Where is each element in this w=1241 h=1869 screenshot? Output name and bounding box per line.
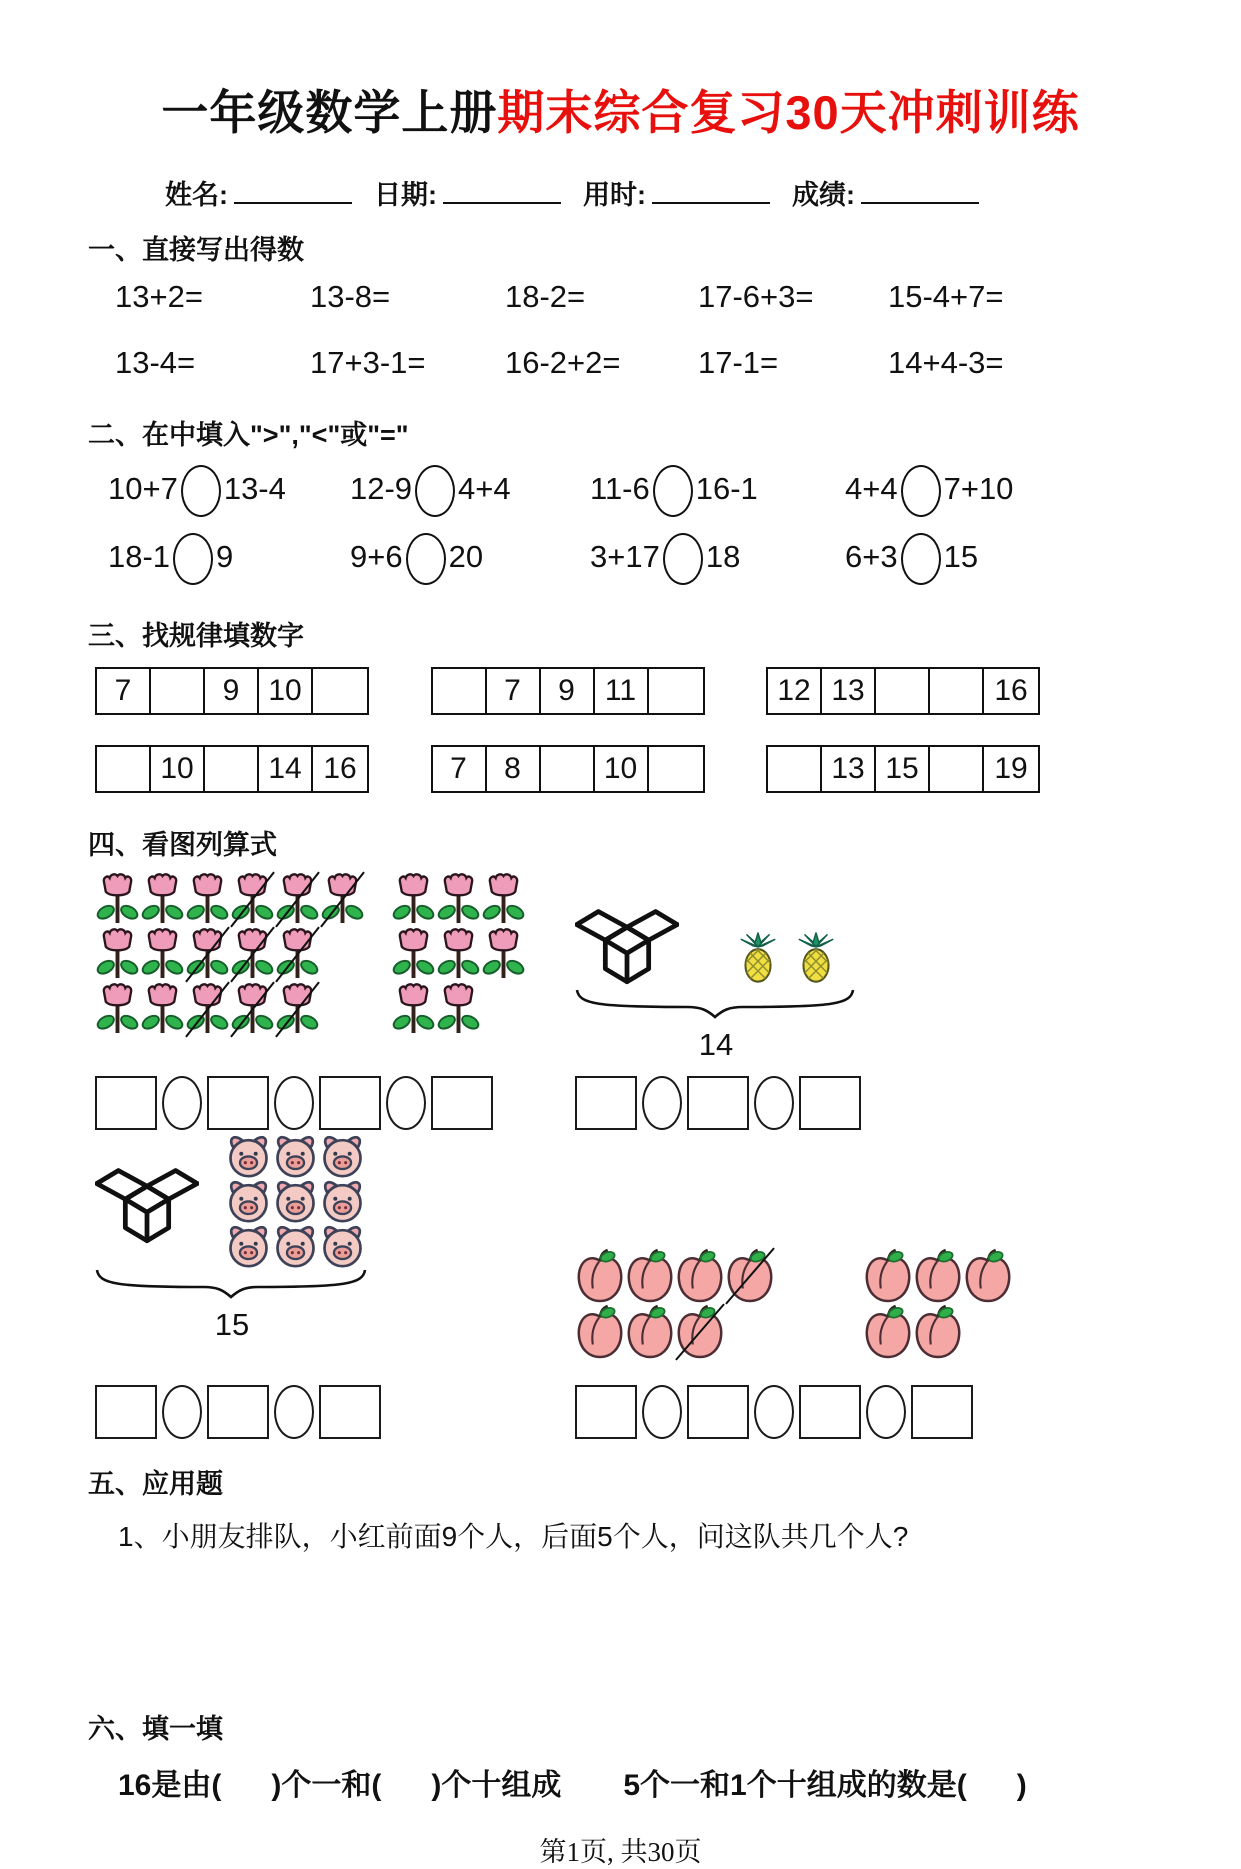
pattern-number-cell: 9 [541, 669, 595, 713]
page-title-black: 一年级数学上册 [161, 86, 498, 139]
brace-icon [575, 988, 855, 1020]
compare-answer-circle[interactable] [663, 533, 703, 585]
compare-right-expression: 4+4 [458, 471, 511, 507]
tulip-flower-icon [481, 872, 526, 927]
flower-group-crossed [95, 872, 365, 1037]
crossed-tulip-flower-icon [230, 872, 275, 927]
fill-in-line [118, 1760, 1241, 1804]
tulip-flower-icon [140, 927, 185, 982]
pattern-blank-cell[interactable] [313, 669, 367, 713]
pattern-number-cell: 7 [97, 669, 151, 713]
pattern-number-cell: 16 [323, 752, 357, 785]
crossed-tulip-flower-icon [275, 927, 320, 982]
pattern-blank-cell[interactable] [205, 747, 259, 791]
pattern-blank-cell[interactable] [541, 747, 595, 791]
pattern-number-cell: 13 [822, 747, 876, 791]
calc-row-1 [115, 279, 1241, 315]
answer-box[interactable] [207, 1385, 269, 1439]
crossed-tulip-flower-icon [185, 927, 230, 982]
peach-icon [575, 1248, 625, 1304]
student-info-row [165, 173, 1241, 212]
answer-circle[interactable] [274, 1385, 314, 1439]
meta-field-1 [165, 173, 352, 212]
pattern-number-cell: 10 [259, 669, 313, 713]
answer-box[interactable] [575, 1076, 637, 1130]
answer-circle[interactable] [162, 1385, 202, 1439]
compare-problem [845, 533, 1241, 585]
pattern-blank-cell[interactable] [876, 669, 930, 713]
section3-heading: 三、找规律填数字 [88, 621, 304, 651]
peach-groups [575, 1248, 1241, 1360]
answer-circle[interactable] [754, 1385, 794, 1439]
compare-answer-circle[interactable] [406, 533, 446, 585]
calc-problem: 17+3-1= [310, 345, 426, 380]
icon-row [863, 1304, 1013, 1360]
section1-heading: 一、直接写出得数 [88, 235, 304, 265]
page-title [60, 76, 1181, 143]
pig-face-icon [319, 1223, 366, 1268]
tulip-flower-icon [436, 927, 481, 982]
compare-right-expression: 16-1 [695, 471, 758, 507]
pig-box-items [95, 1133, 369, 1268]
calc-problem: 14+4-3= [888, 345, 1004, 380]
section5-heading: 五、应用题 [88, 1469, 223, 1499]
compare-left-expression: 3+17 [590, 539, 660, 575]
answer-box[interactable] [687, 1385, 749, 1439]
calc-problem: 16-2+2= [505, 345, 621, 380]
pig-box-problem [95, 1133, 369, 1360]
compare-answer-circle[interactable] [415, 465, 455, 517]
compare-right-expression: 13-4 [223, 471, 286, 507]
compare-answer-circle[interactable] [653, 465, 693, 517]
compare-answer-circle[interactable] [901, 465, 941, 517]
pattern-number-cell: 11 [595, 669, 649, 713]
pig-brace [95, 1268, 369, 1305]
pattern-blank-cell[interactable] [649, 669, 703, 713]
page-number: 第1页, 共30页 [539, 1837, 702, 1867]
worksheet-page [0, 76, 1241, 1867]
tulip-flower-icon [95, 927, 140, 982]
peach-group-plain [863, 1248, 1013, 1360]
crossed-peach-icon [675, 1304, 725, 1360]
section4-heading: 四、看图列算式 [88, 830, 277, 860]
brace-icon [95, 1268, 367, 1300]
meta-field-4 [792, 173, 979, 212]
pineapple-answer-row [575, 1073, 1241, 1133]
pattern-blank-cell[interactable] [649, 747, 703, 791]
answer-box[interactable] [575, 1385, 637, 1439]
pattern-table [431, 745, 705, 793]
pattern-number-cell: 7 [487, 669, 541, 713]
calc-problem: 13-8= [310, 279, 391, 314]
crossed-tulip-flower-icon [320, 872, 365, 927]
compare-left-expression: 9+6 [350, 539, 403, 575]
icon-row [95, 872, 365, 927]
meta-blank-line[interactable] [443, 177, 561, 204]
compare-problem [590, 465, 845, 517]
section2-heading: 二、在中填入">","<"或"=" [88, 420, 409, 450]
compare-problem [108, 533, 350, 585]
icon-row [391, 872, 526, 927]
pattern-blank-cell[interactable] [768, 747, 822, 791]
tulip-flower-icon [436, 982, 481, 1037]
answer-circle[interactable] [386, 1076, 426, 1130]
icon-row [575, 1304, 775, 1360]
meta-label: 成绩: [792, 180, 855, 210]
icon-row [391, 927, 526, 982]
peach-icon [675, 1248, 725, 1304]
pattern-table [766, 745, 1040, 793]
pattern-table [431, 667, 705, 715]
calc-problem: 13-4= [115, 345, 196, 380]
calc-row-2 [115, 345, 1241, 381]
pattern-number-cell: 19 [994, 752, 1028, 785]
page-title-red: 期末综合复习30天冲刺训练 [497, 86, 1080, 139]
pattern-blank-cell[interactable] [151, 669, 205, 713]
answer-box[interactable] [911, 1385, 973, 1439]
tulip-flower-icon [185, 872, 230, 927]
answer-circle[interactable] [642, 1385, 682, 1439]
pattern-blank-cell[interactable] [97, 747, 151, 791]
compare-answer-circle[interactable] [181, 465, 221, 517]
peaches-problem [575, 1248, 1241, 1360]
compare-left-expression: 6+3 [845, 539, 898, 575]
compare-row-1 [108, 462, 1241, 520]
crossed-tulip-flower-icon [185, 982, 230, 1037]
answer-circle[interactable] [162, 1076, 202, 1130]
tulip-flower-icon [140, 872, 185, 927]
meta-label: 姓名: [165, 180, 228, 210]
peach-icon [575, 1304, 625, 1360]
meta-field-3 [583, 173, 770, 212]
icon-row [863, 1248, 1013, 1304]
pattern-number-cell: 10 [151, 747, 205, 791]
meta-blank-line[interactable] [652, 177, 770, 204]
pattern-number-cell: 8 [487, 747, 541, 791]
compare-right-expression: 18 [705, 539, 741, 575]
answer-box[interactable] [431, 1076, 493, 1130]
compare-row-2 [108, 530, 1241, 588]
pig-face-icon [225, 1223, 272, 1268]
answer-circle[interactable] [642, 1076, 682, 1130]
peach-icon [913, 1304, 963, 1360]
meta-field-2 [374, 173, 561, 212]
picture-problems [95, 872, 1241, 1442]
pig-answer-row [95, 1382, 575, 1442]
crossed-tulip-flower-icon [230, 982, 275, 1037]
tulip-flower-icon [436, 872, 481, 927]
tulip-flower-icon [391, 982, 436, 1037]
compare-problem [590, 533, 845, 585]
pattern-number-cell: 7 [433, 747, 487, 791]
pattern-number-cell: 12 [768, 669, 822, 713]
compare-problem [350, 465, 590, 517]
answer-box[interactable] [95, 1076, 157, 1130]
peaches-answer-row [575, 1382, 1241, 1442]
pattern-tables-row-2 [95, 745, 1040, 793]
answer-box[interactable] [799, 1076, 861, 1130]
crossed-tulip-flower-icon [275, 872, 320, 927]
pattern-number-cell: 15 [876, 747, 930, 791]
answer-circle[interactable] [274, 1076, 314, 1130]
compare-left-expression: 10+7 [108, 471, 178, 507]
pineapple-icon [736, 932, 780, 984]
pineapple-total-label: 14 [698, 1027, 734, 1062]
tulip-flower-icon [95, 872, 140, 927]
compare-left-expression: 4+4 [845, 471, 898, 507]
pattern-table [95, 745, 369, 793]
pig-face-icon [319, 1133, 366, 1178]
pineapple-brace [575, 988, 857, 1025]
pattern-tables-row-1 [95, 667, 1040, 715]
answer-box[interactable] [95, 1385, 157, 1439]
compare-right-expression: 20 [448, 539, 484, 575]
flowers-problem [95, 872, 575, 1063]
peach-group-crossed [575, 1248, 775, 1360]
answer-box[interactable] [207, 1076, 269, 1130]
pig-face-icon [319, 1178, 366, 1223]
answer-circle[interactable] [866, 1385, 906, 1439]
pig-face-icon [272, 1223, 319, 1268]
calc-problem: 13+2= [115, 279, 203, 314]
calc-problem: 18-2= [505, 279, 586, 314]
open-box-icon [95, 1147, 199, 1247]
flower-groups [95, 872, 575, 1037]
pig-total-label: 15 [214, 1307, 250, 1342]
meta-blank-line[interactable] [234, 177, 352, 204]
answer-box[interactable] [799, 1385, 861, 1439]
compare-left-expression: 18-1 [108, 539, 171, 575]
icon-row [95, 982, 365, 1037]
pig-group [225, 1133, 366, 1268]
compare-answer-circle[interactable] [173, 533, 213, 585]
pattern-blank-cell[interactable] [930, 747, 984, 791]
pattern-number-cell: 9 [205, 669, 259, 713]
answer-box[interactable] [319, 1385, 381, 1439]
compare-problem [350, 533, 590, 585]
pig-face-icon [225, 1133, 272, 1178]
peach-icon [625, 1248, 675, 1304]
crossed-tulip-flower-icon [275, 982, 320, 1037]
meta-label: 用时: [583, 180, 646, 210]
compare-problem [845, 465, 1241, 517]
pattern-table [95, 667, 369, 715]
tulip-flower-icon [140, 982, 185, 1037]
peach-icon [625, 1304, 675, 1360]
answer-box[interactable] [319, 1076, 381, 1130]
calc-problem: 15-4+7= [888, 279, 1004, 314]
flower-group-plain [391, 872, 526, 1037]
pattern-number-cell: 10 [595, 747, 649, 791]
icon-row [391, 982, 526, 1037]
peach-icon [913, 1248, 963, 1304]
pattern-table [766, 667, 1040, 715]
tulip-flower-icon [391, 927, 436, 982]
calc-problem: 17-6+3= [698, 279, 814, 314]
answer-box[interactable] [687, 1076, 749, 1130]
compare-problem [108, 465, 350, 517]
calc-problem: 17-1= [698, 345, 779, 380]
compare-left-expression: 11-6 [590, 471, 650, 507]
meta-blank-line[interactable] [861, 177, 979, 204]
compare-right-expression: 7+10 [943, 471, 1014, 507]
pattern-number-cell: 13 [822, 669, 876, 713]
fill-in-left: 16是由( )个一和( )个十组成 [118, 1769, 562, 1802]
crossed-peach-icon [725, 1248, 775, 1304]
meta-label: 日期: [374, 180, 437, 210]
tulip-flower-icon [391, 872, 436, 927]
pattern-blank-cell[interactable] [433, 669, 487, 713]
open-box-icon [575, 888, 679, 988]
compare-left-expression: 12-9 [350, 471, 413, 507]
pig-face-icon [225, 1178, 272, 1223]
compare-right-expression: 15 [943, 539, 979, 575]
peach-icon [863, 1248, 913, 1304]
pattern-number-cell: 14 [259, 747, 313, 791]
pineapple-box-problem [575, 888, 857, 1063]
tulip-flower-icon [481, 927, 526, 982]
flowers-answer-row [95, 1073, 575, 1133]
section6-heading: 六、填一填 [88, 1714, 223, 1744]
pineapple-icon [794, 932, 838, 984]
icon-row [95, 927, 365, 982]
peach-icon [963, 1248, 1013, 1304]
compare-right-expression: 9 [216, 539, 234, 575]
compare-answer-circle[interactable] [901, 533, 941, 585]
pattern-blank-cell[interactable] [930, 669, 984, 713]
tulip-flower-icon [95, 982, 140, 1037]
pig-face-icon [272, 1133, 319, 1178]
icon-row [575, 1248, 775, 1304]
fill-in-right: 5个一和1个十组成的数是( ) [623, 1769, 1027, 1802]
pattern-number-cell: 16 [994, 674, 1028, 707]
crossed-tulip-flower-icon [230, 927, 275, 982]
pineapple-box-items [575, 888, 857, 988]
pig-face-icon [272, 1178, 319, 1223]
peach-icon [863, 1304, 913, 1360]
word-problem-1: 1、小朋友排队，小红前面9个人，后面5个人，问这队共几个人? [118, 1521, 909, 1552]
answer-circle[interactable] [754, 1076, 794, 1130]
